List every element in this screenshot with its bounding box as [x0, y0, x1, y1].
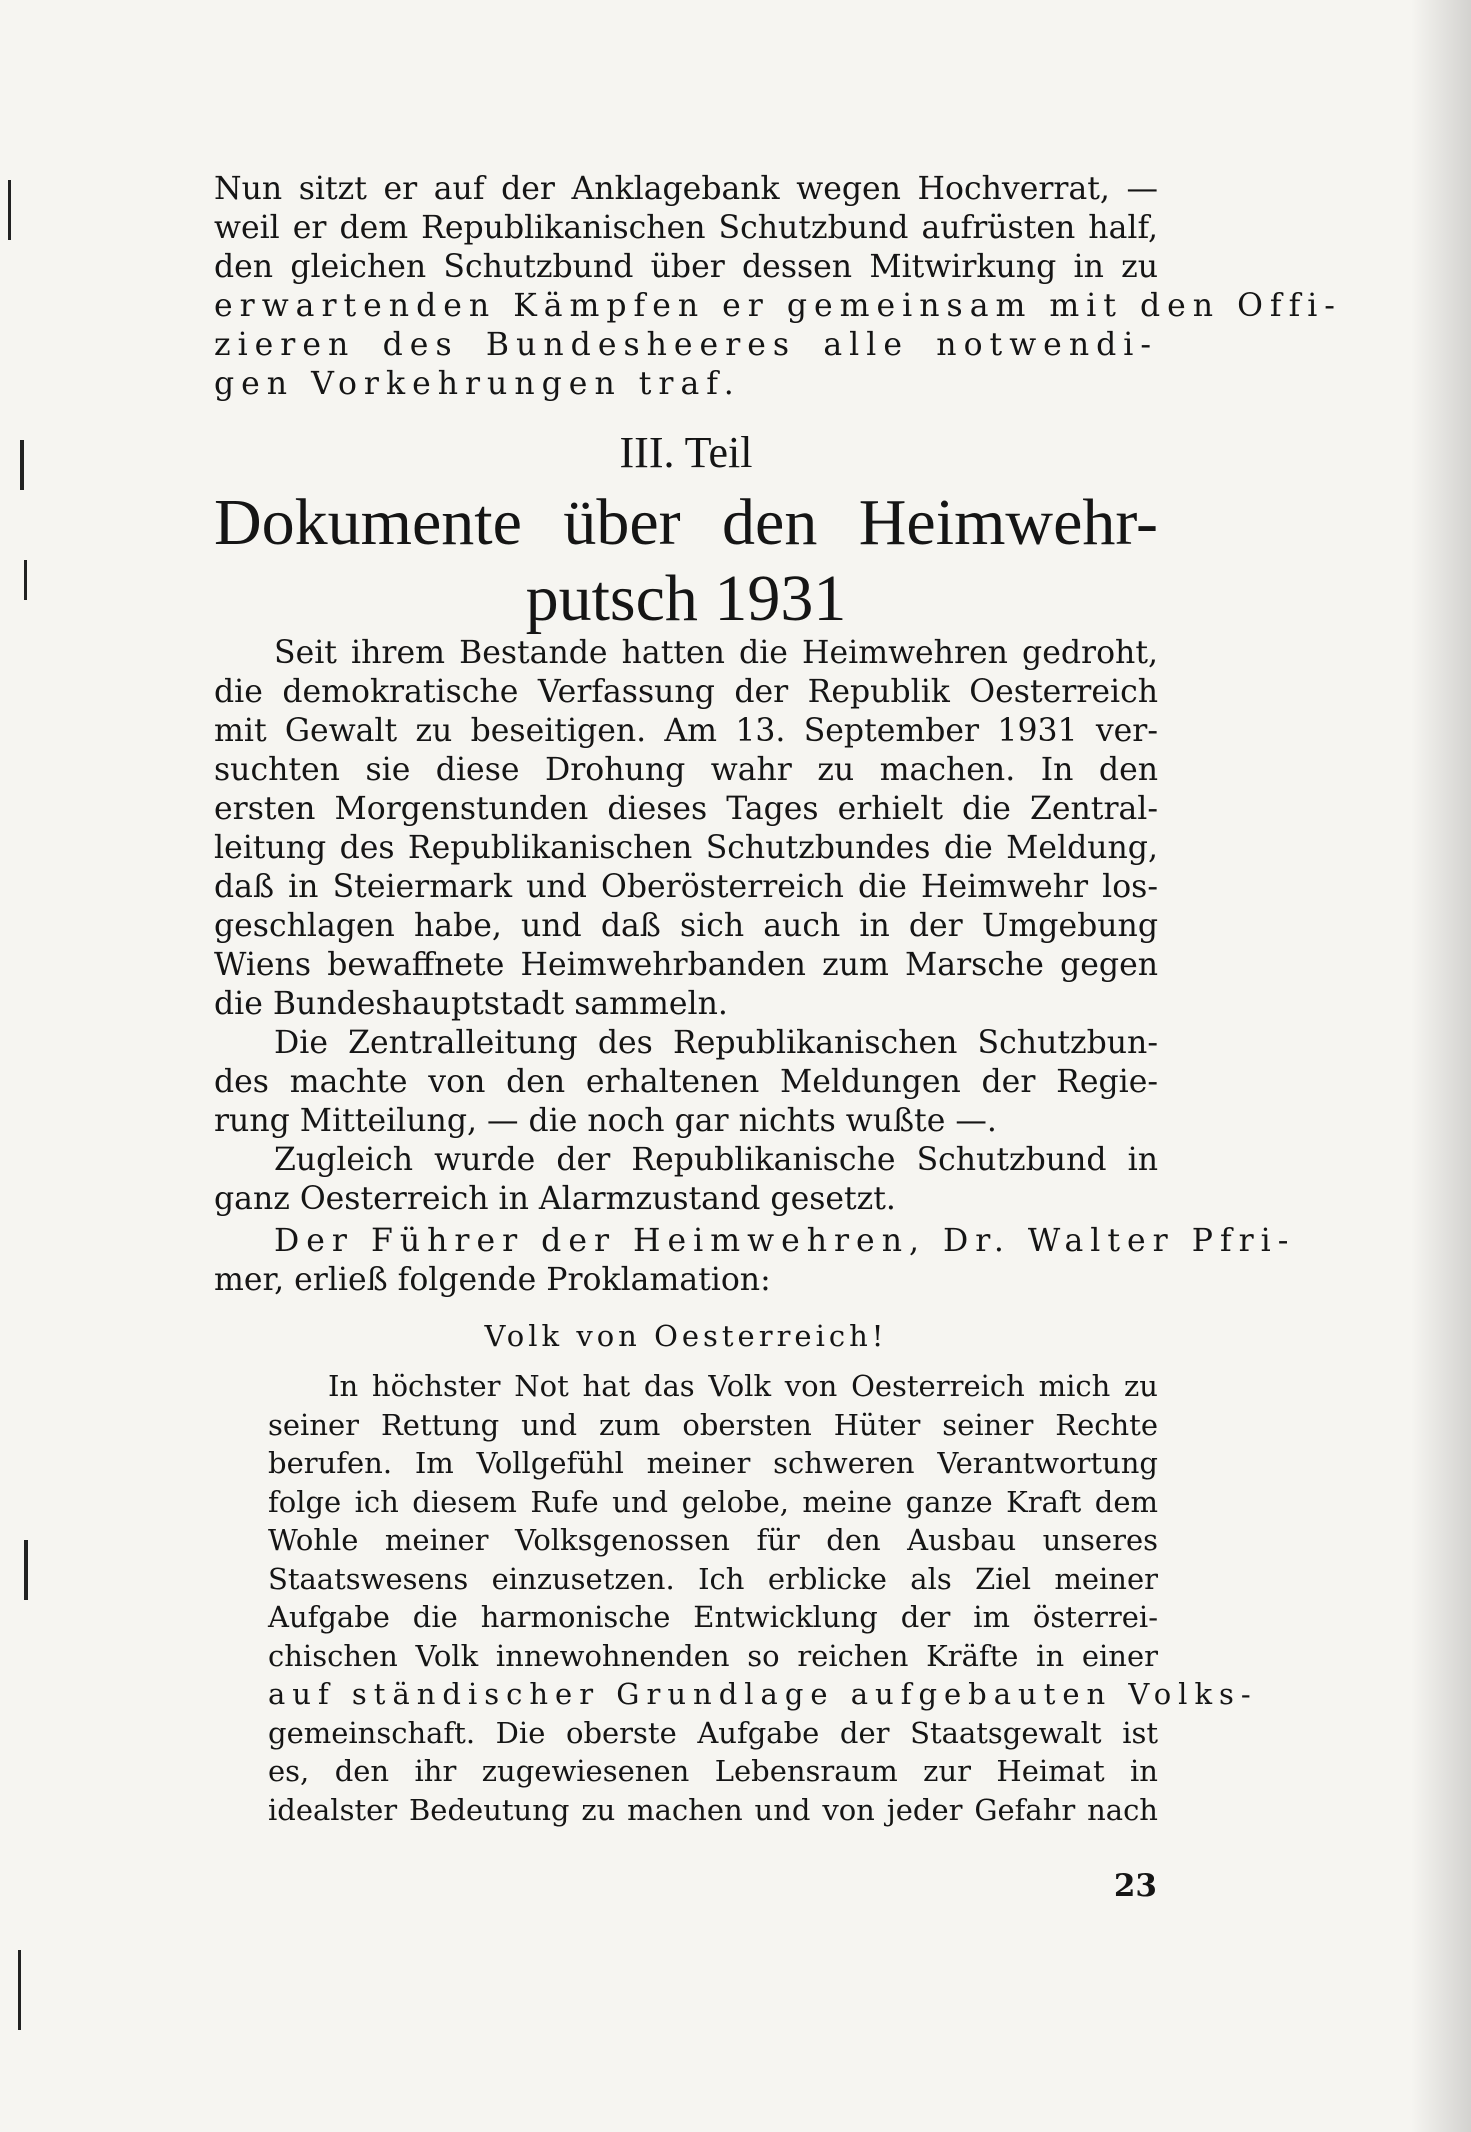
- paragraph-1: [214, 634, 1158, 1024]
- text-line: gen Vorkehrungen traf.: [214, 366, 741, 402]
- page-edge-shadow: [1411, 0, 1471, 2132]
- text-line: den gleichen Schutzbund über dessen Mitwirkung in zu: [214, 249, 1158, 285]
- text-line: Der Führer der Heimwehren, Dr. Walter Pfri-: [274, 1223, 1296, 1259]
- text-line: geschlagen habe, und daß sich auch in der Umgebung: [214, 908, 1158, 944]
- text-line: des machte von den erhaltenen Meldungen der Regie-: [214, 1064, 1158, 1100]
- text-line: die demokratische Verfassung der Republik Oesterreich: [214, 674, 1158, 710]
- text-line: die Bundeshauptstadt sammeln.: [214, 986, 728, 1022]
- text-line: zieren des Bundesheeres alle notwendi-: [214, 327, 1158, 363]
- page-number: 23: [1113, 1868, 1157, 1904]
- text-line: Wiens bewaffnete Heimwehrbanden zum Marsche gegen: [214, 947, 1158, 983]
- text-line: seiner Rettung und zum obersten Hüter seiner Rechte: [268, 1407, 1158, 1442]
- text-line: folge ich diesem Rufe und gelobe, meine ganze Kraft dem: [268, 1484, 1158, 1519]
- paragraph-4: [214, 1222, 1296, 1300]
- main-heading: [214, 485, 1158, 637]
- part-heading: III. Teil: [619, 428, 753, 477]
- text-line: Aufgabe die harmonische Entwicklung der im österrei-: [268, 1600, 1158, 1634]
- text-line: suchten sie diese Drohung wahr zu machen. In den: [214, 752, 1158, 788]
- text-line: daß in Steiermark und Oberösterreich die Heimwehr los-: [214, 869, 1158, 905]
- scan-mark: [24, 560, 27, 600]
- scan-mark: [8, 180, 11, 240]
- text-line: rung Mitteilung, — die noch gar nichts wußte —.: [214, 1103, 997, 1139]
- text-line: Zugleich wurde der Republikanische Schutzbund in: [274, 1142, 1158, 1178]
- text-line: Die Zentralleitung des Republikanischen Schutzbun-: [274, 1025, 1158, 1061]
- text-line: idealster Bedeutung zu machen und von jeder Gefahr nach: [268, 1792, 1158, 1827]
- text-line: Wohle meiner Volksgenossen für den Ausbau unseres: [268, 1523, 1158, 1557]
- text-line: Staatswesens einzusetzen. Ich erblicke als Ziel meiner: [268, 1561, 1158, 1596]
- scan-mark: [20, 440, 24, 490]
- text-line: ersten Morgenstunden dieses Tages erhielt die Zentral-: [214, 791, 1158, 827]
- text-line: erwartenden Kämpfen er gemeinsam mit den Offi-: [214, 288, 1342, 324]
- text-line: ganz Oesterreich in Alarmzustand gesetzt.: [214, 1181, 896, 1217]
- paragraph-3: [214, 1141, 1158, 1219]
- scan-mark: [24, 1540, 28, 1600]
- text-line: In höchster Not hat das Volk von Oesterreich mich zu: [328, 1369, 1158, 1403]
- text-line: auf ständischer Grundlage aufgebauten Volks-: [268, 1677, 1258, 1711]
- main-heading-line-2: putsch 1931: [525, 562, 847, 635]
- text-line: mit Gewalt zu beseitigen. Am 13. September 1931 ver-: [214, 713, 1158, 749]
- proclamation-text: [268, 1367, 1258, 1829]
- paragraph-2: [214, 1024, 1158, 1141]
- main-heading-line-1: Dokumente über den Heimwehr-: [214, 486, 1158, 559]
- proclamation-heading: Volk von Oesterreich!: [484, 1319, 888, 1353]
- text-line: mer, erließ folgende Proklamation:: [214, 1262, 771, 1298]
- text-line: weil er dem Republikanischen Schutzbund aufrüsten half,: [214, 210, 1158, 246]
- text-line: es, den ihr zugewiesenen Lebensraum zur Heimat in: [268, 1754, 1158, 1788]
- scan-mark: [18, 1950, 21, 2030]
- text-line: berufen. Im Vollgefühl meiner schweren Verantwortung: [268, 1446, 1158, 1480]
- text-line: leitung des Republikanischen Schutzbundes die Meldung,: [214, 830, 1158, 866]
- text-line: Seit ihrem Bestande hatten die Heimwehren gedroht,: [274, 635, 1158, 671]
- text-line: chischen Volk innewohnenden so reichen Kräfte in einer: [268, 1638, 1158, 1673]
- text-line: Nun sitzt er auf der Anklagebank wegen Hochverrat, —: [214, 171, 1158, 207]
- intro-paragraph: [214, 170, 1342, 404]
- text-line: gemeinschaft. Die oberste Aufgabe der Staatsgewalt ist: [268, 1715, 1158, 1750]
